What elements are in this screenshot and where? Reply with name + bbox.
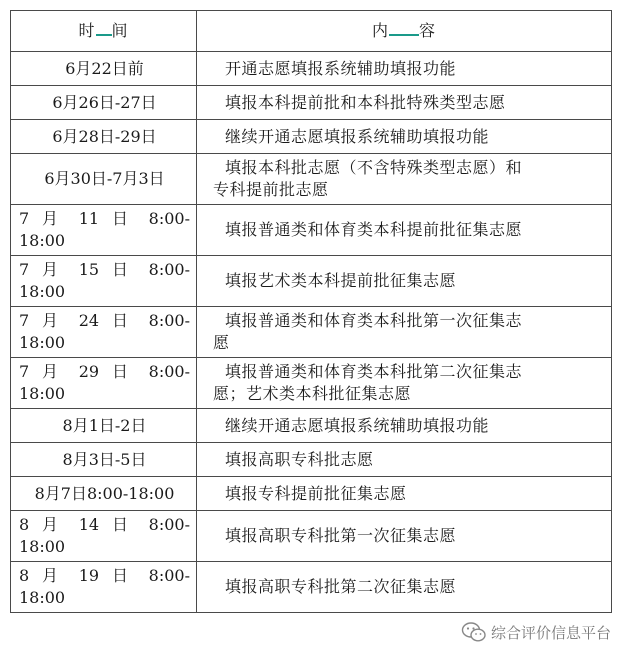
- time-text-end: 18:00: [19, 282, 66, 301]
- time-cell: [11, 120, 197, 154]
- content-cell: [197, 443, 612, 477]
- content-text: 继续开通志愿填报系统辅助填报功能: [225, 126, 490, 146]
- content-text: 填报普通类和体育类本科提前批征集志愿: [225, 220, 523, 239]
- schedule-table: [10, 10, 612, 613]
- content-text: 填报专科提前批征集志愿: [225, 483, 407, 503]
- header-underline-gap: [96, 20, 112, 36]
- content-text: 填报普通类和体育类本科批第二次征集志: [225, 362, 523, 381]
- table-row: [11, 358, 612, 409]
- content-cell: [197, 86, 612, 120]
- time-text: 8 月 19 日 8:00-: [19, 566, 190, 585]
- time-text-end: 18:00: [19, 384, 66, 403]
- time-text: 6月30日-7月3日: [44, 169, 165, 188]
- time-cell: [11, 511, 197, 562]
- table-row: [11, 409, 612, 443]
- content-cell: [197, 477, 612, 511]
- content-text: 填报艺术类本科提前批征集志愿: [225, 271, 457, 290]
- content-text: 填报本科提前批和本科批特殊类型志愿: [225, 92, 506, 112]
- time-text: 6月28日-29日: [52, 126, 157, 146]
- time-text: 7 月 24 日 8:00-: [19, 311, 190, 330]
- time-text: 8 月 14 日 8:00-: [19, 515, 190, 534]
- content-text: 填报高职专科批志愿: [225, 449, 374, 469]
- time-text-end: 18:00: [19, 588, 66, 607]
- time-text-end: 18:00: [19, 537, 66, 556]
- table-row: [11, 205, 612, 256]
- content-cell: [197, 154, 612, 205]
- time-text: 6月26日-27日: [52, 92, 157, 112]
- table-row: [11, 120, 612, 154]
- content-cell: [197, 120, 612, 154]
- time-cell: [11, 256, 197, 307]
- content-text: 填报高职专科批第一次征集志愿: [225, 526, 457, 545]
- time-text: 7 月 15 日 8:00-: [19, 260, 190, 279]
- content-cell: [197, 358, 612, 409]
- time-cell: [11, 205, 197, 256]
- table-row: [11, 52, 612, 86]
- time-text: 7 月 11 日 8:00-: [19, 209, 190, 228]
- header-content: [197, 11, 612, 52]
- content-text: 继续开通志愿填报系统辅助填报功能: [225, 415, 490, 435]
- watermark-text: 综合评价信息平台: [490, 623, 611, 642]
- time-cell: [11, 86, 197, 120]
- time-cell: [11, 477, 197, 511]
- content-cell: [197, 52, 612, 86]
- wechat-icon: [461, 621, 487, 643]
- table-row: [11, 154, 612, 205]
- header-time: [11, 11, 197, 52]
- content-cell: [197, 562, 612, 613]
- content-text: 开通志愿填报系统辅助填报功能: [225, 58, 457, 78]
- table-header-row: [11, 11, 612, 52]
- header-char: 间: [111, 21, 129, 40]
- time-cell: [11, 307, 197, 358]
- table-row: [11, 86, 612, 120]
- table-row: [11, 562, 612, 613]
- content-cell: [197, 205, 612, 256]
- table-row: [11, 443, 612, 477]
- header-char: 时: [78, 21, 96, 40]
- table-row: [11, 307, 612, 358]
- content-cell: [197, 256, 612, 307]
- table-row: [11, 477, 612, 511]
- content-cell: [197, 307, 612, 358]
- table-row: [11, 256, 612, 307]
- time-cell: [11, 443, 197, 477]
- time-text-end: 18:00: [19, 333, 66, 352]
- content-text: 填报本科批志愿（不含特殊类型志愿）和: [225, 158, 523, 177]
- time-text: 8月3日-5日: [62, 449, 147, 469]
- time-cell: [11, 52, 197, 86]
- time-text: 6月22日前: [65, 58, 144, 78]
- time-text: 8月7日8:00-18:00: [34, 483, 175, 503]
- header-underline-gap: [389, 20, 419, 36]
- watermark: [461, 621, 611, 643]
- time-cell: [11, 358, 197, 409]
- time-cell: [11, 409, 197, 443]
- content-text-continued: 愿；艺术类本科批征集志愿: [213, 384, 412, 403]
- header-content-label: [372, 21, 436, 40]
- time-text: 8月1日-2日: [62, 415, 147, 435]
- content-cell: [197, 511, 612, 562]
- header-char: 内: [371, 21, 389, 40]
- header-char: 容: [419, 21, 437, 40]
- time-text: 7 月 29 日 8:00-: [19, 362, 190, 381]
- content-cell: [197, 409, 612, 443]
- content-text-continued: 愿: [213, 333, 230, 352]
- content-text: 填报高职专科批第二次征集志愿: [225, 577, 457, 596]
- header-time-label: [78, 21, 128, 40]
- content-text: 填报普通类和体育类本科批第一次征集志: [225, 311, 523, 330]
- time-text-end: 18:00: [19, 231, 66, 250]
- table-row: [11, 511, 612, 562]
- time-cell: [11, 154, 197, 205]
- content-text-continued: 专科提前批志愿: [213, 180, 329, 199]
- time-cell: [11, 562, 197, 613]
